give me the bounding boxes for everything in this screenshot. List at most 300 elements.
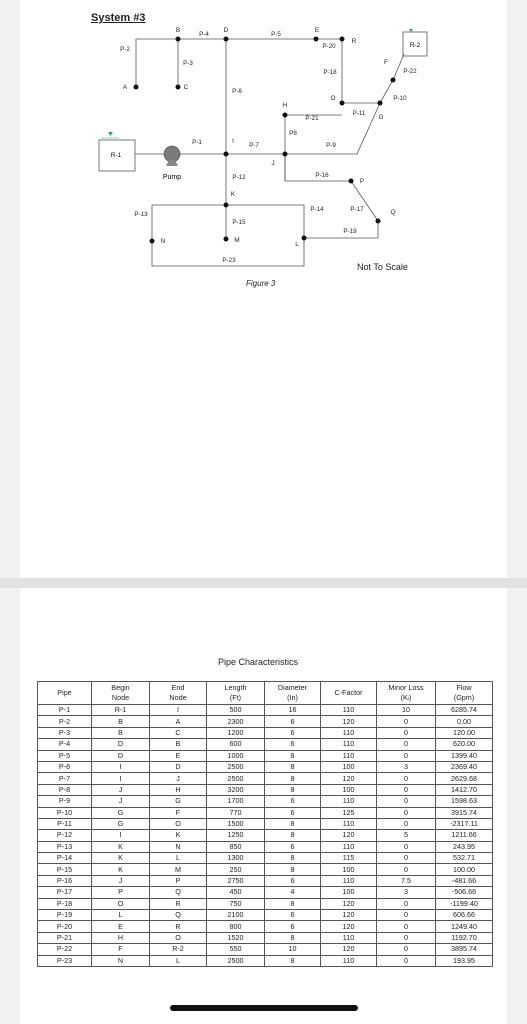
pipe-label-p14: P-14 — [310, 206, 324, 213]
cell-flow: -2317.11 — [436, 818, 493, 829]
cell-minor-loss: 0 — [377, 898, 436, 909]
cell-c-factor: 110 — [321, 727, 377, 738]
pipe-label-p21: P-21 — [305, 115, 319, 122]
node-label-f: F — [384, 59, 388, 66]
column-header-line: Flow — [456, 683, 472, 692]
junction-node-dot — [224, 152, 229, 157]
cell-flow: 1399.40 — [436, 750, 493, 761]
cell-flow: 2629.68 — [436, 773, 493, 784]
cell-begin-node: R-1 — [92, 705, 150, 716]
junction-node-dot — [176, 37, 181, 42]
cell-begin-node: J — [92, 796, 150, 807]
cell-c-factor: 110 — [321, 932, 377, 943]
cell-diameter: 6 — [265, 807, 321, 818]
cell-pipe: P-17 — [38, 887, 92, 898]
pipe-label-p16: P-16 — [315, 172, 329, 179]
cell-diameter: 8 — [265, 818, 321, 829]
reservoir-label-r1: R-1 — [110, 152, 122, 159]
cell-diameter: 16 — [265, 705, 321, 716]
junction-node-dot — [340, 37, 345, 42]
cell-flow: 1192.70 — [436, 932, 493, 943]
pipe-label-p23: P-23 — [222, 257, 236, 264]
cell-begin-node: K — [92, 864, 150, 875]
column-header-unit: (Kₗ) — [400, 693, 412, 702]
cell-minor-loss: 0 — [377, 841, 436, 852]
cell-length: 250 — [207, 864, 265, 875]
table-row — [38, 853, 493, 864]
column-header-unit: (Gpm) — [453, 693, 475, 702]
cell-begin-node: B — [92, 716, 150, 727]
cell-length: 3200 — [207, 784, 265, 795]
cell-pipe: P-15 — [38, 864, 92, 875]
cell-c-factor: 110 — [321, 875, 377, 886]
table-row — [38, 944, 493, 955]
junction-node-dot — [224, 37, 229, 42]
cell-end-node: H — [150, 784, 207, 795]
cell-end-node: B — [150, 739, 207, 750]
cell-c-factor: 120 — [321, 921, 377, 932]
cell-length: 1250 — [207, 830, 265, 841]
cell-minor-loss: 0 — [377, 955, 436, 966]
cell-diameter: 8 — [265, 898, 321, 909]
cell-begin-node: E — [92, 921, 150, 932]
cell-minor-loss: 3 — [377, 887, 436, 898]
table-row — [38, 784, 493, 795]
cell-diameter: 8 — [265, 784, 321, 795]
pipe-network-diagram — [0, 0, 527, 300]
cell-pipe: P-14 — [38, 853, 92, 864]
pipe-label-p13: P-13 — [134, 211, 148, 218]
cell-flow: 606.66 — [436, 910, 493, 921]
cell-length: 600 — [207, 739, 265, 750]
cell-flow: 1249.40 — [436, 921, 493, 932]
column-header-unit: Node — [111, 693, 130, 702]
table-row — [38, 716, 493, 727]
junction-node-dot — [134, 85, 139, 90]
cell-pipe: P-22 — [38, 944, 92, 955]
cell-length: 850 — [207, 841, 265, 852]
node-label-q: Q — [390, 209, 396, 216]
cell-diameter: 6 — [265, 910, 321, 921]
cell-length: 1520 — [207, 932, 265, 943]
cell-pipe: P-6 — [38, 761, 92, 772]
node-label-o: O — [330, 95, 336, 102]
cell-c-factor: 110 — [321, 750, 377, 761]
node-label-r: R — [351, 38, 357, 45]
reservoir-label-r2: R-2 — [409, 42, 421, 49]
node-label-m: M — [234, 237, 240, 244]
cell-begin-node: K — [92, 841, 150, 852]
cell-length: 1300 — [207, 853, 265, 864]
cell-pipe: P-1 — [38, 705, 92, 716]
junction-node-dot — [224, 237, 229, 242]
column-header-end-node — [150, 682, 207, 705]
node-label-j: J — [271, 160, 275, 167]
node-label-e: E — [314, 27, 320, 34]
cell-flow: 532.71 — [436, 853, 493, 864]
cell-pipe: P-18 — [38, 898, 92, 909]
pipe-label-p8: P8 — [289, 130, 297, 137]
table-row — [38, 875, 493, 886]
cell-begin-node: L — [92, 910, 150, 921]
table-header-row — [38, 682, 493, 705]
cell-pipe: P-16 — [38, 875, 92, 886]
cell-end-node: R — [150, 898, 207, 909]
cell-begin-node: G — [92, 818, 150, 829]
cell-length: 1500 — [207, 818, 265, 829]
cell-end-node: C — [150, 727, 207, 738]
water-level-icon — [409, 29, 413, 32]
cell-length: 2300 — [207, 716, 265, 727]
pipe-label-p6: P-6 — [232, 88, 242, 95]
cell-c-factor: 120 — [321, 773, 377, 784]
cell-length: 450 — [207, 887, 265, 898]
cell-pipe: P-21 — [38, 932, 92, 943]
cell-length: 2100 — [207, 910, 265, 921]
cell-minor-loss: 0 — [377, 739, 436, 750]
cell-begin-node: K — [92, 853, 150, 864]
cell-end-node: I — [150, 705, 207, 716]
cell-begin-node: D — [92, 750, 150, 761]
cell-begin-node: J — [92, 784, 150, 795]
cell-begin-node: D — [92, 739, 150, 750]
pipe-label-p17: P-17 — [350, 206, 364, 213]
cell-c-factor: 120 — [321, 830, 377, 841]
cell-diameter: 6 — [265, 739, 321, 750]
cell-end-node: F — [150, 807, 207, 818]
cell-pipe: P-4 — [38, 739, 92, 750]
cell-minor-loss: 0 — [377, 750, 436, 761]
cell-c-factor: 100 — [321, 761, 377, 772]
junction-node-dot — [349, 179, 354, 184]
pipe-label-p11: P-11 — [352, 110, 366, 117]
cell-flow: 3895.74 — [436, 944, 493, 955]
pipe-label-p7: P-7 — [249, 142, 259, 149]
cell-minor-loss: 0 — [377, 853, 436, 864]
cell-flow: -506.66 — [436, 887, 493, 898]
cell-c-factor: 100 — [321, 864, 377, 875]
cell-end-node: O — [150, 932, 207, 943]
cell-flow: -481.66 — [436, 875, 493, 886]
table-row — [38, 727, 493, 738]
cell-length: 1200 — [207, 727, 265, 738]
cell-minor-loss: 0 — [377, 784, 436, 795]
cell-c-factor: 110 — [321, 705, 377, 716]
table-row — [38, 841, 493, 852]
cell-diameter: 6 — [265, 921, 321, 932]
cell-pipe: P-7 — [38, 773, 92, 784]
pipe-label-p12: P-12 — [232, 174, 246, 181]
cell-minor-loss: 0 — [377, 921, 436, 932]
cell-c-factor: 120 — [321, 898, 377, 909]
cell-flow: 100.00 — [436, 864, 493, 875]
cell-end-node: D — [150, 761, 207, 772]
cell-begin-node: P — [92, 887, 150, 898]
cell-minor-loss: 0 — [377, 944, 436, 955]
cell-length: 750 — [207, 898, 265, 909]
cell-pipe: P-10 — [38, 807, 92, 818]
cell-end-node: A — [150, 716, 207, 727]
pipe-characteristics-table — [37, 681, 493, 967]
column-header-unit: (In) — [287, 693, 298, 702]
column-header-diameter — [265, 682, 321, 705]
cell-begin-node: H — [92, 932, 150, 943]
pipe-label-p5: P-5 — [271, 31, 281, 38]
cell-minor-loss: 0 — [377, 796, 436, 807]
pipe-label-p20: P-20 — [322, 43, 336, 50]
cell-diameter: 10 — [265, 944, 321, 955]
page-gap — [0, 578, 527, 588]
table-row — [38, 739, 493, 750]
cell-pipe: P-3 — [38, 727, 92, 738]
node-label-c: C — [183, 84, 189, 91]
cell-flow: 1598.63 — [436, 796, 493, 807]
node-label-a: A — [122, 84, 128, 91]
cell-pipe: P-23 — [38, 955, 92, 966]
column-header-flow — [436, 682, 493, 705]
table-row — [38, 818, 493, 829]
cell-length: 800 — [207, 921, 265, 932]
cell-flow: 1412.70 — [436, 784, 493, 795]
cell-c-factor: 110 — [321, 818, 377, 829]
junction-node-dot — [314, 37, 319, 42]
cell-length: 1700 — [207, 796, 265, 807]
cell-begin-node: I — [92, 773, 150, 784]
cell-c-factor: 100 — [321, 784, 377, 795]
cell-minor-loss: 0 — [377, 716, 436, 727]
table-body — [38, 705, 493, 967]
cell-end-node: R — [150, 921, 207, 932]
node-label-b: B — [175, 27, 181, 34]
cell-pipe: P-8 — [38, 784, 92, 795]
not-to-scale-note: Not To Scale — [357, 262, 408, 272]
cell-c-factor: 120 — [321, 716, 377, 727]
column-header-unit: (Ft) — [229, 693, 242, 702]
cell-begin-node: I — [92, 761, 150, 772]
cell-pipe: P-9 — [38, 796, 92, 807]
cell-length: 2500 — [207, 773, 265, 784]
cell-minor-loss: 3 — [377, 761, 436, 772]
cell-diameter: 8 — [265, 955, 321, 966]
column-header-minor-loss — [377, 682, 436, 705]
table-row — [38, 932, 493, 943]
cell-diameter: 6 — [265, 716, 321, 727]
node-label-p: P — [359, 178, 365, 185]
column-header-line: C-Factor — [334, 688, 363, 697]
cell-flow: 0.00 — [436, 716, 493, 727]
junction-node-dot — [302, 236, 307, 241]
table-row — [38, 830, 493, 841]
cell-c-factor: 110 — [321, 841, 377, 852]
cell-c-factor: 110 — [321, 796, 377, 807]
table-row — [38, 705, 493, 716]
cell-end-node: G — [150, 796, 207, 807]
cell-flow: 6285.74 — [436, 705, 493, 716]
table-row — [38, 921, 493, 932]
pipe-label-p22: P-22 — [403, 68, 417, 75]
junction-node-dot — [376, 219, 381, 224]
cell-end-node: Q — [150, 910, 207, 921]
water-level-icon — [108, 132, 113, 136]
pipe-line-p16-p17 — [285, 154, 378, 221]
node-label-k: K — [230, 191, 236, 198]
cell-flow: 620.00 — [436, 739, 493, 750]
junction-node-dot — [391, 78, 396, 83]
cell-minor-loss: 0 — [377, 807, 436, 818]
cell-flow: 2369.40 — [436, 761, 493, 772]
pipe-label-p4: P-4 — [199, 31, 209, 38]
column-header-line: Begin — [111, 683, 130, 692]
cell-end-node: J — [150, 773, 207, 784]
cell-begin-node: J — [92, 875, 150, 886]
cell-minor-loss: 5 — [377, 830, 436, 841]
cell-begin-node: N — [92, 955, 150, 966]
cell-length: 2750 — [207, 875, 265, 886]
cell-diameter: 8 — [265, 853, 321, 864]
cell-minor-loss: 10 — [377, 705, 436, 716]
cell-diameter: 8 — [265, 932, 321, 943]
column-header-pipe — [38, 682, 92, 705]
junction-node-dot — [224, 203, 229, 208]
junction-node-dot — [340, 101, 345, 106]
junction-node-dot — [176, 85, 181, 90]
cell-length: 2500 — [207, 955, 265, 966]
cell-length: 2500 — [207, 761, 265, 772]
junction-node-dot — [378, 101, 383, 106]
cell-begin-node: O — [92, 898, 150, 909]
cell-end-node: P — [150, 875, 207, 886]
cell-minor-loss: 0 — [377, 818, 436, 829]
pipe-label-p15: P-15 — [232, 219, 246, 226]
pump-icon — [164, 146, 180, 162]
pipe-label-p18: P-18 — [323, 69, 337, 76]
pump-label: Pump — [162, 174, 182, 181]
table-row — [38, 807, 493, 818]
junction-node-dot — [283, 113, 288, 118]
cell-c-factor: 115 — [321, 853, 377, 864]
node-label-d: D — [223, 27, 229, 34]
cell-begin-node: F — [92, 944, 150, 955]
cell-c-factor: 110 — [321, 739, 377, 750]
figure-caption: Figure 3 — [246, 279, 276, 288]
cell-length: 550 — [207, 944, 265, 955]
column-header-line: End — [171, 683, 185, 692]
pipe-label-p3: P-3 — [183, 60, 193, 67]
table-row — [38, 910, 493, 921]
cell-diameter: 6 — [265, 841, 321, 852]
column-header-length — [207, 682, 265, 705]
cell-diameter: 8 — [265, 773, 321, 784]
cell-diameter: 6 — [265, 875, 321, 886]
cell-c-factor: 125 — [321, 807, 377, 818]
node-label-i: I — [232, 138, 234, 145]
table-row — [38, 773, 493, 784]
cell-begin-node: I — [92, 830, 150, 841]
cell-pipe: P-12 — [38, 830, 92, 841]
cell-c-factor: 110 — [321, 955, 377, 966]
home-indicator[interactable] — [170, 1005, 358, 1011]
cell-end-node: L — [150, 955, 207, 966]
node-label-l: L — [295, 241, 299, 248]
column-header-line: Length — [224, 683, 247, 692]
cell-end-node: N — [150, 841, 207, 852]
node-label-g: G — [378, 114, 384, 121]
cell-pipe: P-2 — [38, 716, 92, 727]
cell-diameter: 8 — [265, 750, 321, 761]
cell-flow: 1211.66 — [436, 830, 493, 841]
cell-minor-loss: 0 — [377, 773, 436, 784]
cell-flow: -1199.40 — [436, 898, 493, 909]
cell-flow: 120.00 — [436, 727, 493, 738]
pipe-label-p2: P-2 — [120, 46, 130, 53]
cell-minor-loss: 0 — [377, 932, 436, 943]
cell-c-factor: 100 — [321, 887, 377, 898]
table-title: Pipe Characteristics — [218, 657, 299, 667]
table-row — [38, 796, 493, 807]
cell-minor-loss: 0 — [377, 727, 436, 738]
cell-diameter: 6 — [265, 796, 321, 807]
cell-pipe: P-13 — [38, 841, 92, 852]
pipe-label-p9: P-9 — [326, 142, 336, 149]
pipe-label-p1: P-1 — [192, 139, 202, 146]
table-row — [38, 864, 493, 875]
node-label-n: N — [160, 238, 166, 245]
cell-end-node: E — [150, 750, 207, 761]
cell-minor-loss: 7.5 — [377, 875, 436, 886]
cell-diameter: 8 — [265, 864, 321, 875]
column-header-line: Minor Loss — [388, 683, 424, 692]
cell-flow: 3915.74 — [436, 807, 493, 818]
cell-flow: 193.95 — [436, 955, 493, 966]
cell-pipe: P-19 — [38, 910, 92, 921]
cell-end-node: R-2 — [150, 944, 207, 955]
column-header-c-factor — [321, 682, 377, 705]
table-row — [38, 898, 493, 909]
cell-c-factor: 120 — [321, 910, 377, 921]
pipe-line-p13-p14 — [152, 205, 304, 241]
cell-begin-node: G — [92, 807, 150, 818]
cell-end-node: O — [150, 818, 207, 829]
cell-pipe: P-11 — [38, 818, 92, 829]
cell-diameter: 8 — [265, 761, 321, 772]
column-header-begin-node — [92, 682, 150, 705]
column-header-line: Pipe — [57, 688, 72, 697]
pipe-label-p19: P-19 — [343, 228, 357, 235]
cell-end-node: M — [150, 864, 207, 875]
table-row — [38, 761, 493, 772]
cell-end-node: Q — [150, 887, 207, 898]
pipe-line-p9-p10-p22 — [282, 54, 404, 154]
cell-begin-node: B — [92, 727, 150, 738]
column-header-unit: Node — [169, 693, 187, 702]
system-title: System #3 — [91, 12, 146, 24]
cell-minor-loss: 0 — [377, 864, 436, 875]
column-header-line: Diameter — [277, 683, 308, 692]
pipe-line-p19 — [304, 221, 378, 238]
cell-diameter: 8 — [265, 830, 321, 841]
cell-pipe: P-20 — [38, 921, 92, 932]
cell-length: 500 — [207, 705, 265, 716]
cell-diameter: 6 — [265, 727, 321, 738]
pipe-label-p10: P-10 — [393, 95, 407, 102]
table-row — [38, 887, 493, 898]
cell-length: 770 — [207, 807, 265, 818]
cell-end-node: L — [150, 853, 207, 864]
cell-c-factor: 120 — [321, 944, 377, 955]
table-row — [38, 750, 493, 761]
junction-node-dot — [150, 239, 155, 244]
node-label-h: H — [282, 102, 288, 109]
